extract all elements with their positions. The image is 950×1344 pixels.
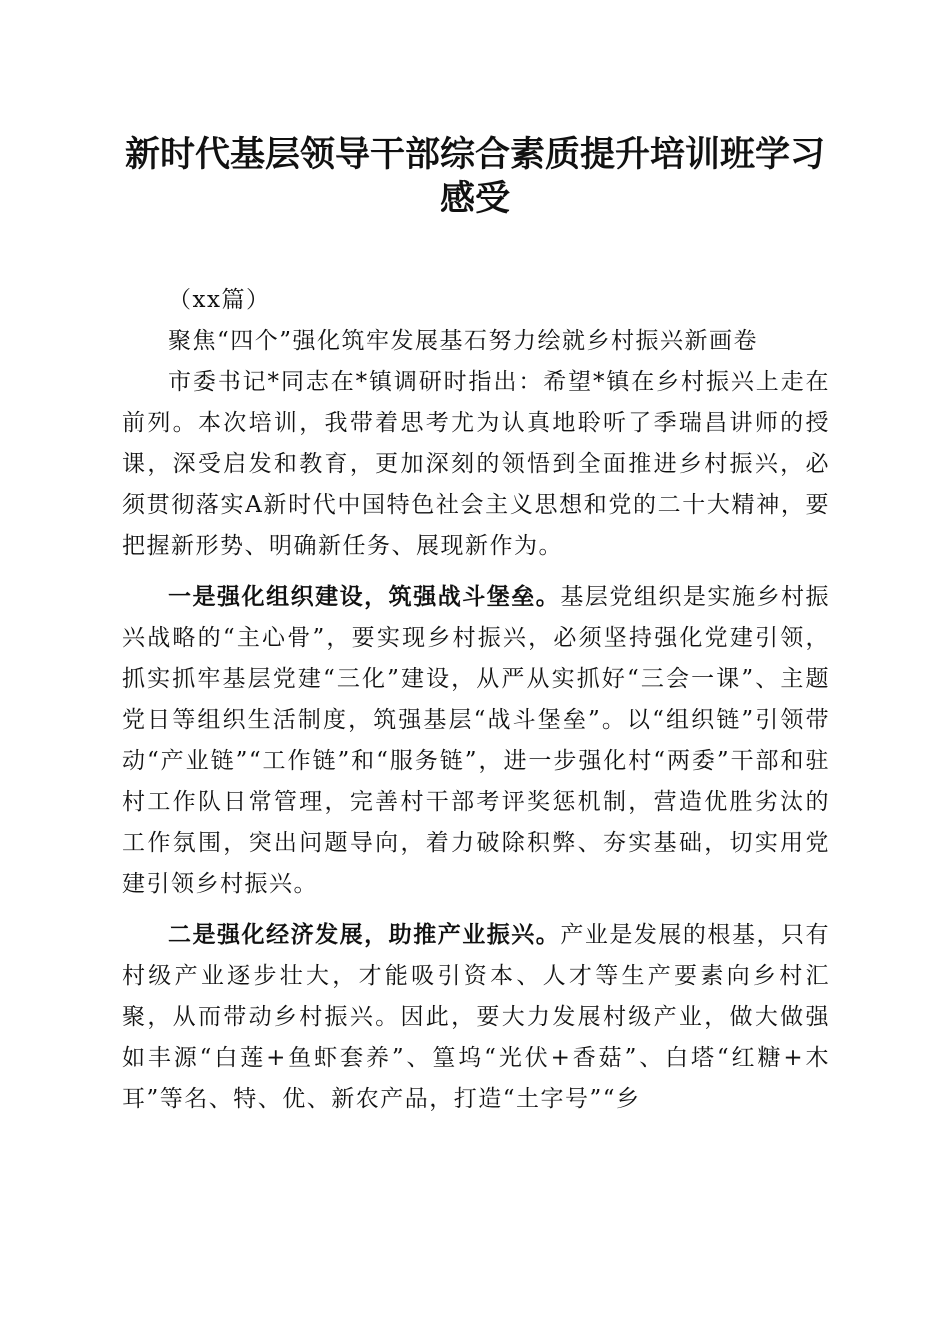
document-body [122,280,830,1120]
paragraph-economy [122,914,830,1120]
title-line-2: 感受 [439,178,510,219]
paragraph-text: 市委书记*同志在*镇调研时指出：希望*镇在乡村振兴上走在前列。本次培训，我带着思考尤为认真地聆听了季瑞昌讲师的授课，深受启发和教育，更加深刻的领悟到全面推进乡村振兴，必须贯彻落实A新时代中国特色社会主义思想和党的二十大精神，要把握新形势、明确新任务、展现新作为。 [122,369,830,559]
paragraph-organization [122,576,830,905]
paragraph-lead: 一是强化组织建设，筑强战斗堡垒。 [168,583,561,610]
paragraph-text: 基层党组织是实施乡村振兴战略的“主心骨”，要实现乡村振兴，必须坚持强化党建引领，抓实抓牢基层党建“三化”建设，从严从实抓好“三会一课”、主题党日等组织生活制度，筑强基层“战斗堡垒”。以“组织链”引领带动“产业链”“工作链”和“服务链”，进一步强化村“两委”干部和驻村工作队日常管理，完善村干部考评奖惩机制，营造优胜劣汰的工作氛围，突出问题导向，着力破除积弊、夯实基础，切实用党建引领乡村振兴。 [122,584,831,897]
paragraph-text: 产业是发展的根基，只有村级产业逐步壮大，才能吸引资本、人才等生产要素向乡村汇聚，从而带动乡村振兴。因此，要大力发展村级产业，做大做强如丰源“白莲+鱼虾套养”、篁坞“光伏+香菇”、白塔“红糖+木耳”等名、特、优、新农产品，打造“土字号”“乡 [122,922,831,1112]
subtitle: 聚焦“四个”强化筑牢发展基石努力绘就乡村振兴新画卷 [168,328,759,354]
title-line-1: 新时代基层领导干部综合素质提升培训班学习 [124,134,825,175]
document-title [100,133,850,221]
paragraph-intro [122,362,830,567]
piece-label: （xx篇） [168,287,271,313]
paragraph-lead: 二是强化经济发展，助推产业振兴。 [168,921,561,948]
